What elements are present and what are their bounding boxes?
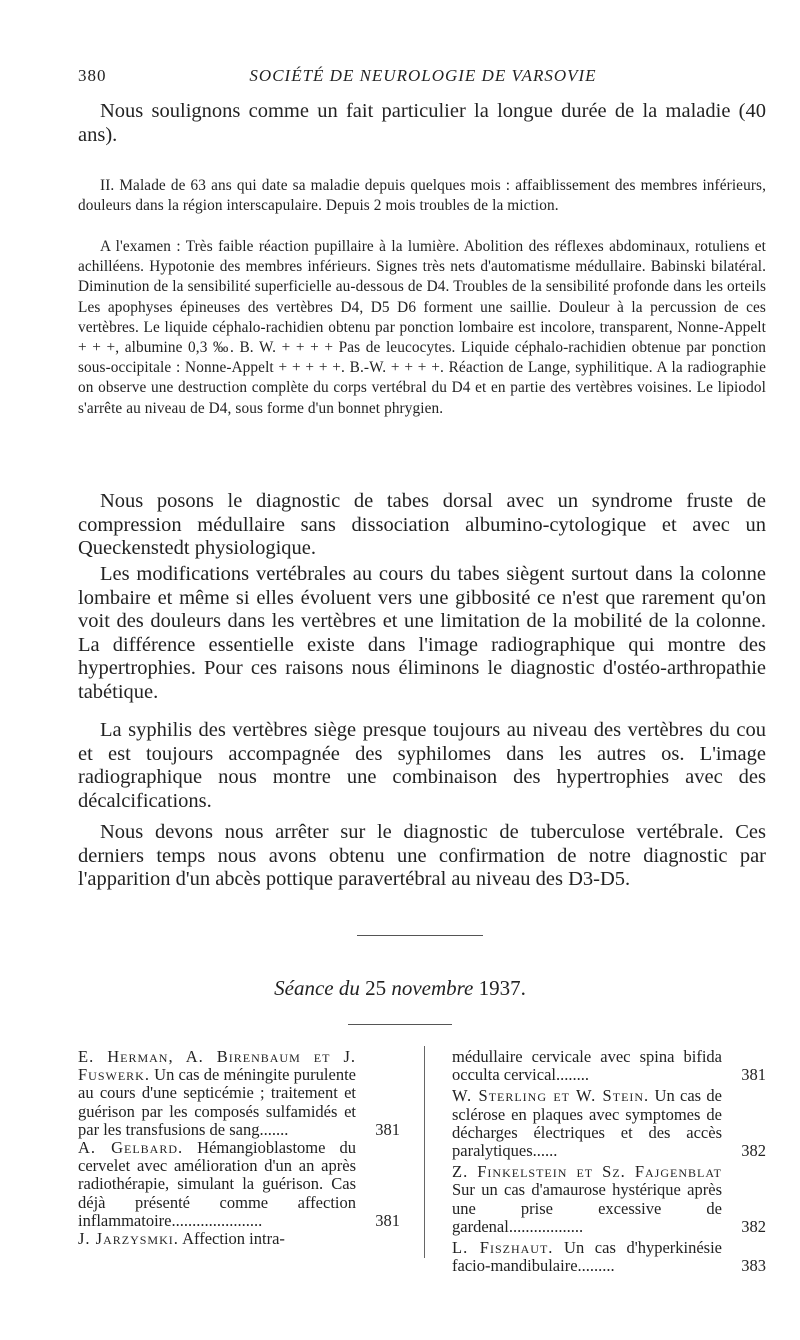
tuberculosis-paragraph: Nous devons nous arrêter sur le diagnostic de tuberculose vertébrale. Ces derniers temps nous avons obtenu une confirmation de notre diagnostic par l'apparition d'un abcès pottique paravertébral au niveau des D3-D5. bbox=[78, 821, 766, 891]
toc-entry: E. Herman, A. Birenbaum et J. Fuswerk. Un cas de méningite purulente au cours d'une septicémie ; traitement et guérison par les composés sulfamidés et par les transfusions de sang....... 381 bbox=[78, 1047, 400, 1139]
seance-heading bbox=[0, 976, 800, 1001]
seance-year: 1937. bbox=[478, 976, 526, 1000]
toc-page-number: 381 bbox=[741, 1065, 766, 1085]
toc-authors: J. Jarzysmki. bbox=[78, 1229, 179, 1249]
toc-title: Un cas d'hyperkinésie facio-mandibulaire bbox=[452, 1238, 723, 1276]
toc-page-number: 382 bbox=[741, 1141, 766, 1161]
toc-authors: A. Gelbard. bbox=[78, 1138, 184, 1158]
running-title: SOCIÉTÉ DE NEUROLOGIE DE VARSOVIE bbox=[249, 66, 597, 85]
vertebral-modifications-paragraph: Les modifications vertébrales au cours du tabes siègent surtout dans la colonne lombaire et même si elles évoluent vers une gibbosité ce n'est que rarement qu'on voit des douleurs dans les vertèbres et une limitation de la mobilité de la colonne. La différence essentielle existe dans l'image radiographique qui montre des hypertrophies. Pour ces raisons nous éliminons le diagnostic d'ostéo-arthropathie tabétique. bbox=[78, 563, 766, 703]
toc-authors: L. Fiszhaut. bbox=[452, 1238, 554, 1258]
toc-page-number: 382 bbox=[741, 1216, 766, 1236]
toc-entry: médullaire cervicale avec spina bifida occulta cervical........ 381 bbox=[452, 1047, 766, 1085]
toc-entry: L. Fiszhaut. Un cas d'hyperkinésie facio-mandibulaire......... 383 bbox=[452, 1238, 766, 1276]
section-divider-top bbox=[357, 935, 483, 936]
toc-title: Affection intra- bbox=[182, 1229, 285, 1249]
column-divider bbox=[424, 1046, 425, 1258]
page-number: 380 bbox=[78, 66, 107, 85]
toc-left-column bbox=[78, 1048, 400, 1248]
examination-paragraph: A l'examen : Très faible réaction pupillaire à la lumière. Abolition des réflexes abdominaux, rotuliens et achilléens. Hypotonie des membres inférieurs. Signes très nets d'automatisme médullaire. Babinski bilatéral. Diminution de la sensibilité superficielle au-dessous de D4. Troubles de la sensibilité profonde dans les orteils Les apophyses épineuses des vertèbres D4, D5 D6 forment une saillie. Douleur à la percussion de ces vertèbres. Le liquide céphalo-rachidien obtenu par ponction lombaire est incolore, transparent, Nonne-Appelt + + +, albumine 0,3 ‰. B. W. + + + + Pas de leucocytes. Liquide céphalo-rachidien obtenue par ponction sous-occipitale : Nonne-Appelt + + + + +. B.-W. + + + +. Réaction de Lange, syphilitique. A la radiographie on observe une destruction complète du corps vertébral du D4 et en partie des vertèbres voisines. Le lipiodol s'arrête au niveau de D4, sous forme d'un bonnet phrygien. bbox=[78, 238, 766, 417]
toc-title: Un cas de sclérose en plaques avec symptomes de décharges électriques et des accès paralytiques bbox=[452, 1086, 723, 1161]
section-divider-bottom bbox=[348, 1024, 452, 1025]
syphilis-paragraph: La syphilis des vertèbres siège presque toujours au niveau des vertèbres du cou et est toujours accompagnée des syphilomes dans les autres os. L'image radiographique nous montre une combinaison des hypertrophies avec des décalcifications. bbox=[78, 719, 766, 812]
toc-entry: A. Gelbard. Hémangioblastome du cervelet avec amélioration d'un an après radiothérapie, simulant la guérison. Cas déjà présenté comme affection inflammatoire...................... 381 bbox=[78, 1138, 400, 1230]
toc-entry: Z. Finkelstein et Sz. Fajgenblat Sur un cas d'amaurose hystérique après une prise excessive de gardenal.................. 382 bbox=[452, 1162, 766, 1236]
toc-page-number: 381 bbox=[375, 1210, 400, 1230]
toc-page-number: 383 bbox=[741, 1256, 766, 1276]
toc-entry bbox=[78, 1230, 400, 1248]
case-history-paragraph: II. Malade de 63 ans qui date sa maladie depuis quelques mois : affaiblissement des membres inférieurs, douleurs dans la région interscapulaire. Depuis 2 mois troubles de la miction. bbox=[78, 177, 766, 215]
toc-entry: W. Sterling et W. Stein. Un cas de sclérose en plaques avec symptomes de décharges électriques et des accès paralytiques...... 382 bbox=[452, 1086, 766, 1161]
toc-title: Un cas de méningite purulente au cours d'une septicémie ; traitement et guérison par les composés sulfamidés et par les transfusions de sang bbox=[78, 1065, 356, 1139]
seance-prefix: Séance du bbox=[274, 976, 360, 1000]
toc-page-number: 381 bbox=[375, 1119, 400, 1139]
toc-title: médullaire cervicale avec spina bifida occulta cervical bbox=[452, 1047, 722, 1085]
toc-authors: W. Sterling et W. Stein. bbox=[452, 1086, 650, 1106]
toc-title: Hémangioblastome du cervelet avec amélioration d'un an après radiothérapie, simulant la guérison. Cas déjà présenté comme affection inflammatoire bbox=[78, 1138, 356, 1230]
page-header bbox=[78, 66, 768, 90]
toc-title: Sur un cas d'amaurose hystérique après une prise excessive de gardenal bbox=[452, 1180, 722, 1236]
toc-right-column bbox=[452, 1048, 766, 1275]
toc-authors: E. Herman, A. Birenbaum et J. Fuswerk. bbox=[78, 1047, 356, 1085]
seance-month: novembre bbox=[391, 976, 474, 1000]
seance-day: 25 bbox=[365, 976, 387, 1000]
toc-authors: Z. Finkelstein et Sz. Fajgenblat bbox=[452, 1162, 722, 1182]
diagnosis-paragraph: Nous posons le diagnostic de tabes dorsal avec un syndrome fruste de compression médullaire sans dissociation albumino-cytologique et avec un Queckenstedt physiologique. bbox=[78, 490, 766, 560]
paragraph-intro: Nous soulignons comme un fait particulier la longue durée de la maladie (40 ans). bbox=[78, 100, 766, 146]
